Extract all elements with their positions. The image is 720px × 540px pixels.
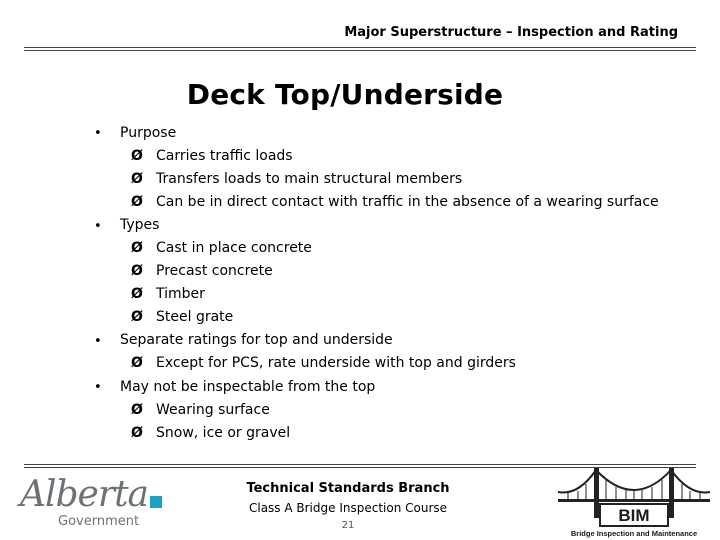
alberta-government-label: Government	[58, 514, 140, 529]
sub-item: Wearing surface	[156, 402, 270, 418]
arrow-icon: Ø	[131, 240, 143, 256]
alberta-square-icon	[150, 496, 162, 508]
sub-item: Transfers loads to main structural members	[156, 171, 463, 187]
bullet-item-inspectable: May not be inspectable from the top	[120, 379, 376, 395]
arrow-icon: Ø	[131, 148, 143, 164]
arrow-icon: Ø	[131, 286, 143, 302]
header-rule	[24, 47, 696, 51]
sub-item: Snow, ice or gravel	[156, 425, 291, 441]
bridge-deck	[558, 499, 710, 502]
bullet-item-purpose: Purpose	[120, 125, 177, 141]
bim-abbr: BIM	[618, 506, 650, 525]
bridge-cable	[558, 470, 710, 493]
bim-full: Bridge Inspection and Maintenance	[570, 529, 698, 538]
slide-title: Deck Top/Underside	[186, 78, 504, 111]
bridge-tower-left	[594, 468, 599, 518]
arrow-icon: Ø	[131, 355, 143, 371]
bullet-item-separate-ratings: Separate ratings for top and underside	[120, 332, 393, 348]
bullet-item-types: Types	[120, 217, 160, 233]
footer-branch: Technical Standards Branch	[246, 481, 450, 496]
alberta-logo	[20, 474, 170, 534]
sub-item: Steel grate	[156, 309, 234, 325]
page-number: 21	[341, 520, 355, 531]
sub-item: Timber	[156, 286, 205, 302]
bridge-tower-right	[669, 468, 674, 518]
bullet-dot: •	[94, 219, 102, 234]
arrow-icon: Ø	[131, 171, 143, 187]
arrow-icon: Ø	[131, 402, 143, 418]
sub-item: Carries traffic loads	[156, 148, 293, 164]
arrow-icon: Ø	[131, 194, 143, 210]
sub-item: Can be in direct contact with traffic in the absence of a wearing surface	[156, 194, 659, 210]
sub-item: Precast concrete	[156, 263, 273, 279]
bullet-dot: •	[94, 334, 102, 349]
bullet-dot: •	[94, 126, 102, 141]
bullet-dot: •	[94, 380, 102, 395]
footer-course: Class A Bridge Inspection Course	[248, 501, 448, 515]
sub-item: Except for PCS, rate underside with top and girders	[156, 355, 516, 371]
arrow-icon: Ø	[131, 425, 143, 441]
arrow-icon: Ø	[131, 309, 143, 325]
sub-item: Cast in place concrete	[156, 240, 312, 256]
alberta-wordmark: Alberta	[20, 474, 148, 515]
header-title: Major Superstructure – Inspection and Rating	[344, 25, 678, 40]
bim-logo	[556, 466, 712, 538]
arrow-icon: Ø	[131, 263, 143, 279]
